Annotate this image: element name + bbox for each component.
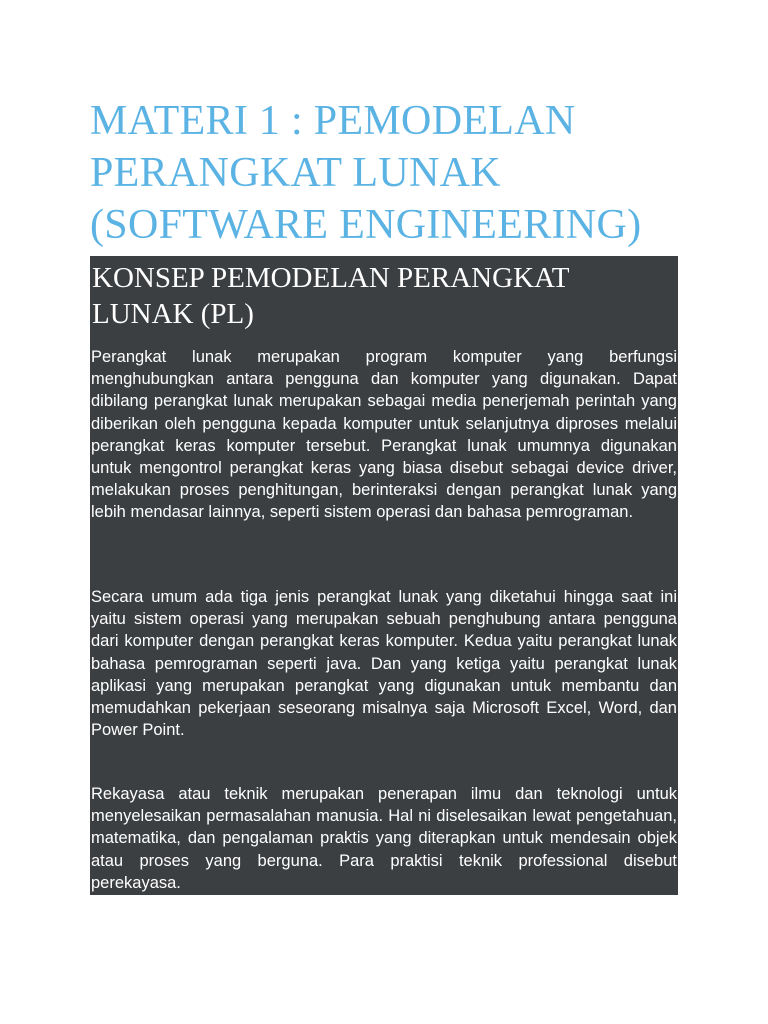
content-block	[90, 256, 678, 895]
page-title: MATERI 1 : PEMODELAN PERANGKAT LUNAK (SOFTWARE ENGINEERING)	[90, 98, 642, 248]
paragraph-2: Secara umum ada tiga jenis perangkat lunak yang diketahui hingga saat ini yaitu sistem operasi yang merupakan sebuah penghubung antara pengguna dari komputer dengan perangkat keras komputer. Kedua yaitu perangkat lunak bahasa pemrograman seperti java. Dan yang ketiga yaitu perangkat lunak aplikasi yang merupakan perangkat yang digunakan untuk membantu dan memudahkan pekerjaan seseorang misalnya saja Microsoft Excel, Word, dan Power Point.	[91, 588, 677, 740]
paragraph-1: Perangkat lunak merupakan program komputer yang berfungsi menghubungkan antara pengguna dan komputer yang digunakan. Dapat dibilang perangkat lunak merupakan sebagai media penerjemah perintah yang diberikan oleh pengguna kepada komputer untuk selanjutnya diproses melalui perangkat keras komputer tersebut. Perangkat lunak umumnya digunakan untuk mengontrol perangkat keras yang biasa disebut sebagai device driver, melakukan proses penghitungan, berinteraksi dengan perangkat lunak yang lebih mendasar lainnya, seperti sistem operasi dan bahasa pemrograman.	[91, 348, 677, 522]
paragraph-3: Rekayasa atau teknik merupakan penerapan ilmu dan teknologi untuk menyelesaikan permasalahan manusia. Hal ni diselesaikan lewat pengetahuan, matematika, dan pengalaman praktis yang diterapkan untuk mendesain objek atau proses yang berguna. Para praktisi teknik professional disebut perekayasa.	[91, 785, 677, 892]
section-title: KONSEP PEMODELAN PERANGKAT LUNAK (PL)	[92, 262, 569, 330]
